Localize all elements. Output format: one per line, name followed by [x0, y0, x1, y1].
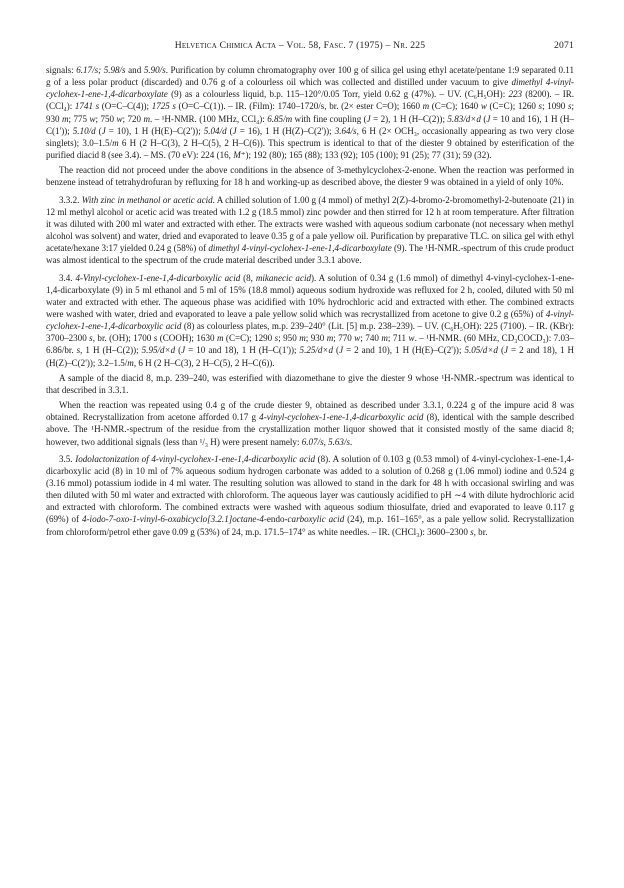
italic-text-run: 4-vinyl-cyclohex-1-ene-1,4-dicarboxylic acid	[259, 412, 424, 423]
italic-text-run: m	[381, 333, 388, 344]
text-run: ; 930	[305, 333, 327, 344]
italic-text-run: M	[233, 150, 241, 161]
text-run: ; 950	[278, 333, 300, 344]
italic-text-run: With zinc in methanol or acetic acid.	[81, 194, 215, 205]
italic-text-run: 5.90/s	[143, 65, 166, 75]
text-run: 3.4.	[59, 272, 76, 283]
italic-text-run: m	[62, 113, 69, 124]
italic-text-run: 4-iodo-7-oxo-1-vinyl-6-oxabicyclo[3.2.1]octane-4-	[82, 514, 267, 525]
text-run: (9). The ¹H-NMR.-spectrum of this crude product was almost identical to the spectrum of the crude material described under 3.3.1 above.	[46, 243, 574, 266]
text-run: (C=C); 1260	[486, 101, 539, 112]
text-run: (COOH); 1630	[157, 333, 217, 344]
italic-text-run: J	[181, 345, 186, 356]
text-run: 3.3.2.	[59, 194, 82, 205]
italic-text-run: J	[503, 345, 508, 356]
italic-text-run: dimethyl 4-vinyl-cyclohex-1-ene-1,4-dicarboxylate	[46, 77, 575, 100]
italic-text-run: 5.05/d×d	[464, 345, 498, 356]
text-run: , 6 H (2 H–C(3), 2 H–C(5), 2 H–C(6)).	[133, 357, 275, 368]
italic-text-run: s	[470, 526, 474, 537]
italic-text-run: s	[76, 345, 81, 356]
text-run: ; 930	[46, 101, 574, 124]
italic-text-run: 3.64/s	[334, 125, 357, 136]
italic-text-run: s	[274, 333, 279, 344]
text-run: , 6 H (2× OCH₃, occasionally appearing as two very close singlets); 3.0–1.5/	[46, 125, 574, 148]
text-run: (C=C); 1290	[223, 333, 275, 344]
running-head: Helvetica Chimica Acta – Vol. 58, Fasc. 7 (1975) – Nr. 225	[174, 40, 426, 51]
italic-text-run: J	[101, 125, 106, 136]
text-run: = 16), 1 H (H(Z)–C(2'));	[236, 125, 335, 136]
text-run: = 2 and 10), 1 H (H(E)–C(2'));	[343, 345, 465, 356]
text-run: = 10), 1 H (H(E)–C(2'));	[105, 125, 204, 136]
text-run: A sample of the diacid 8, m.p. 239–240, was esterified with diazomethane to give the diester 9 whose ¹H-NMR.-spectrum was identical to that described in 3.3.1.	[46, 372, 574, 395]
italic-text-run: s	[567, 101, 572, 112]
paragraph-reaction	[46, 164, 574, 188]
journal-page	[46, 40, 574, 541]
text-run: (	[480, 113, 487, 124]
text-run: (8). A solution of 0.103 g (0.53 mmol) of 4-vinyl-cyclohex-1-ene-1,4-dicarboxylic acid (8) in 10 ml of 7% aqueous sodium hydrogen carbonate was added to a solution of 0.268 g (1.06 mmol) iodine and 0.524 g (3.16 mmol) potassium iodide in 4 ml water. The resulting solution was allowed to stand in the dark for 48 h with occasional swirling and was then diluted with 50 ml water and extracted with chloroform. The aqueous layer was cautiously acidified to pH ∼4 with dilute hydrochloric acid and extracted with chloroform. The combined extracts were washed with aqueous sodium thiosulfate, dried and evaporated to leave 0.117 g (69%) of	[46, 453, 574, 525]
text-run: ). A solution of 0.34 g (1.6 mmol) of dimethyl 4-vinyl-cyclohex-1-ene-1,4-dicarboxylate (9) in 5 ml ethanol and 5 ml of 15% (18.8 mmol) aqueous sodium hydroxide was refluxed for 2 h, cooled, diluted with 50 ml water and extracted with ether. The aqueous phase was acidified with 10% hydrochloric acid and extracted with ether. The combined extracts were washed with water, dried and evaporated to leave a pale yellow solid which was recrystallized from acetone to give 0.2 g (65%) of	[46, 272, 574, 319]
text-run: A chilled solution of 1.00 g (4 mmol) of methyl 2(Z)-4-bromo-2-bromomethyl-2-butenoate (21) in 12 ml methyl alcohol or acetic acid was treated with 1.2 g (18.5 mmol) zinc powder and then stirred for 12 h at room temperature. After filtration it was diluted with 200 ml water and extracted with ether. The extracts were washed with aqueous sodium carbonate (not necessary when methyl alcohol was solvent) and water, dried and evaporated to leave 0.35 g of a pale yellow oil. Purification by preparative TLC. on silica gel with ethyl acetate/hexane 3:17 yielded 0.24 g (58%) of	[46, 194, 574, 254]
text-run: . – ¹H-NMR. (60 MHz, CD₃COCD₃): 7.03–6.86/br.	[46, 333, 575, 356]
paragraph-sample	[46, 372, 574, 396]
text-run: = 10 and 16), 1 H (H–C(1'));	[46, 113, 575, 136]
italic-text-run: J	[486, 113, 491, 124]
page-number: 2071	[554, 40, 574, 51]
text-run: = 2), 1 H (H–C(2));	[370, 113, 448, 124]
italic-text-run: 6.17/s; 5.98/s	[76, 65, 126, 75]
text-run: 6 H (2 H–C(3), 2 H–C(5), 2 H–C(6)). This spectrum is identical to that of the diester 9 obtained by esterification of the purified diacid 8 (see 3.4). – MS. (70 eV): 224 (16,	[46, 137, 574, 161]
italic-text-run: s	[89, 333, 93, 344]
text-run: (	[497, 345, 504, 356]
text-run: with fine coupling (	[292, 113, 367, 124]
text-run: .	[350, 436, 353, 447]
italic-text-run: m	[112, 137, 119, 148]
italic-text-run: 5.25/d×d	[299, 345, 334, 356]
italic-text-run: m	[326, 333, 334, 344]
text-run: . – ¹H-NMR. (100 MHz, CCl₄):	[150, 113, 268, 124]
italic-text-run: J	[232, 125, 237, 136]
text-run: The reaction did not proceed under the above conditions in the absence of 3-methylcyclohex-2-enone. When the reaction was performed in benzene instead of tetrahydrofuran by refluxing for 18 h and working-up as described above, the diester 9 was obtained in a yield of only 10%.	[46, 165, 574, 188]
italic-text-run: 5.04/d	[203, 125, 227, 136]
paragraph-repeat	[46, 399, 574, 448]
text-run: ; 711	[387, 333, 409, 344]
text-run: (C=C); 1640	[429, 101, 481, 112]
italic-text-run: 6.07/s, 5.63/s	[301, 436, 350, 447]
italic-text-run: 4-vinyl-cyclohex-1-ene-1,4-dicarboxylic acid	[46, 308, 574, 332]
italic-text-run: J	[366, 113, 371, 124]
italic-text-run: mikanecic acid	[255, 272, 311, 283]
italic-text-run: m	[127, 357, 134, 368]
text-run: (	[226, 125, 233, 136]
text-run: ; 770	[333, 333, 355, 344]
italic-text-run: w	[89, 113, 96, 124]
text-run: signals:	[46, 65, 77, 75]
italic-text-run: 223	[508, 89, 523, 100]
italic-text-run: 6.85/m	[267, 113, 293, 124]
text-run: (8) as colourless plates, m.p. 239–240° (Lit. [5] m.p. 238–239). – UV. (C₆H₅OH): 225 (7100). – IR. (KBr): 3700–2300	[46, 321, 574, 344]
italic-text-run: w	[480, 101, 487, 112]
paragraph-3-3-2	[46, 194, 574, 267]
paragraph-signals	[46, 64, 574, 161]
paragraph-3-4	[46, 272, 574, 369]
text-run: ; 775	[68, 113, 90, 124]
italic-text-run: s	[538, 101, 543, 112]
text-run: , br. (OH); 1700	[92, 333, 154, 344]
italic-text-run: m	[299, 333, 306, 344]
text-run: (8,	[240, 272, 256, 283]
text-run: (24), m.p. 161–165°, as a pale yellow solid. Recrystallization from chloroform/petrol ether gave 0.09 g (53%) of 24, m.p. 171.5–174° as white needles. – IR. (CHCl₃): 3600–2300	[46, 514, 575, 537]
italic-text-run: -carboxylic acid	[284, 514, 345, 525]
italic-text-run: dimethyl 4-vinyl-cyclohex-1-ene-1,4-dicarboxylate	[208, 243, 392, 254]
text-run: endo	[266, 514, 285, 525]
text-run: = 2 and 18), 1 H (H(Z)–C(2')); 3.2–1.5/	[46, 345, 575, 368]
text-run: (O=C–C(4));	[99, 101, 152, 112]
text-run: , br.	[473, 526, 488, 537]
text-run: ; 750	[95, 113, 117, 124]
italic-text-run: w	[408, 333, 415, 344]
italic-text-run: s	[153, 333, 158, 344]
text-run: (8), identical with the sample described above. The ¹H-NMR.-spectrum of the residue from the crystallization mother liquor showed that it consisted mostly of the same diacid 8; however, two additional signals (less than ¹/₃ H) were present namely:	[46, 412, 574, 447]
text-run: = 10 and 18), 1 H (H–C(1'));	[185, 345, 300, 356]
text-run: ⁺); 192 (80); 165 (88); 133 (92); 105 (100); 91 (25); 77 (31); 59 (32).	[240, 150, 492, 161]
italic-text-run: 1741 s	[74, 101, 100, 112]
text-run: , 1 H (H–C(2));	[80, 345, 142, 356]
paragraph-3-5	[46, 453, 574, 538]
italic-text-run: 1725 s	[151, 101, 176, 112]
italic-text-run: m	[422, 101, 430, 112]
italic-text-run: w	[354, 333, 361, 344]
text-run: ; 720	[122, 113, 144, 124]
italic-text-run: 5.95/d×d	[141, 345, 176, 356]
italic-text-run: m	[143, 113, 151, 124]
text-run: . Purification by column chromatography over 100 g of silica gel using ethyl acetate/pentane 1:9 separated 0.11 g of a less polar product (discarded) and 0.76 g of a colourless oil which was collected and distilled under vacuum to give	[46, 65, 574, 88]
text-run: (	[95, 125, 102, 136]
text-run: When the reaction was repeated using 0.4 g of the crude diester 9, obtained as described under 3.3.1, 0.224 g of the impure acid 8 was obtained. Recrystallization from acetone afforded 0.17 g	[46, 400, 574, 423]
italic-text-run: 5.10/d	[72, 125, 96, 136]
italic-text-run: w	[116, 113, 123, 124]
italic-text-run: 5.83/d×d	[447, 113, 481, 124]
text-run: (8200). – IR. (CCl₄):	[46, 89, 575, 112]
italic-text-run: m	[216, 333, 224, 344]
italic-text-run: Iodolactonization of 4-vinyl-cyclohex-1-ene-1,4-dicarboxylic acid	[75, 453, 315, 464]
text-run: (	[333, 345, 340, 356]
italic-text-run: J	[339, 345, 344, 356]
article-body	[46, 64, 574, 538]
text-run: (O=C–C(1)). – IR. (Film): 1740–1720/s, br. (2× ester C=O); 1660	[175, 101, 423, 112]
italic-text-run: 4-Vinyl-cyclohex-1-ene-1,4-dicarboxylic acid	[75, 272, 241, 283]
page-header	[46, 40, 574, 56]
text-run: (9) as a colourless liquid, b.p. 115–120°/0.05 Torr, yield 0.62 g (47%). – UV. (C₆H₅OH):	[167, 89, 509, 100]
text-run: (	[175, 345, 182, 356]
text-run: ; 1090	[542, 101, 568, 112]
text-run: and	[125, 65, 144, 75]
text-run: ; 740	[360, 333, 382, 344]
text-run: 3.5.	[59, 453, 76, 464]
